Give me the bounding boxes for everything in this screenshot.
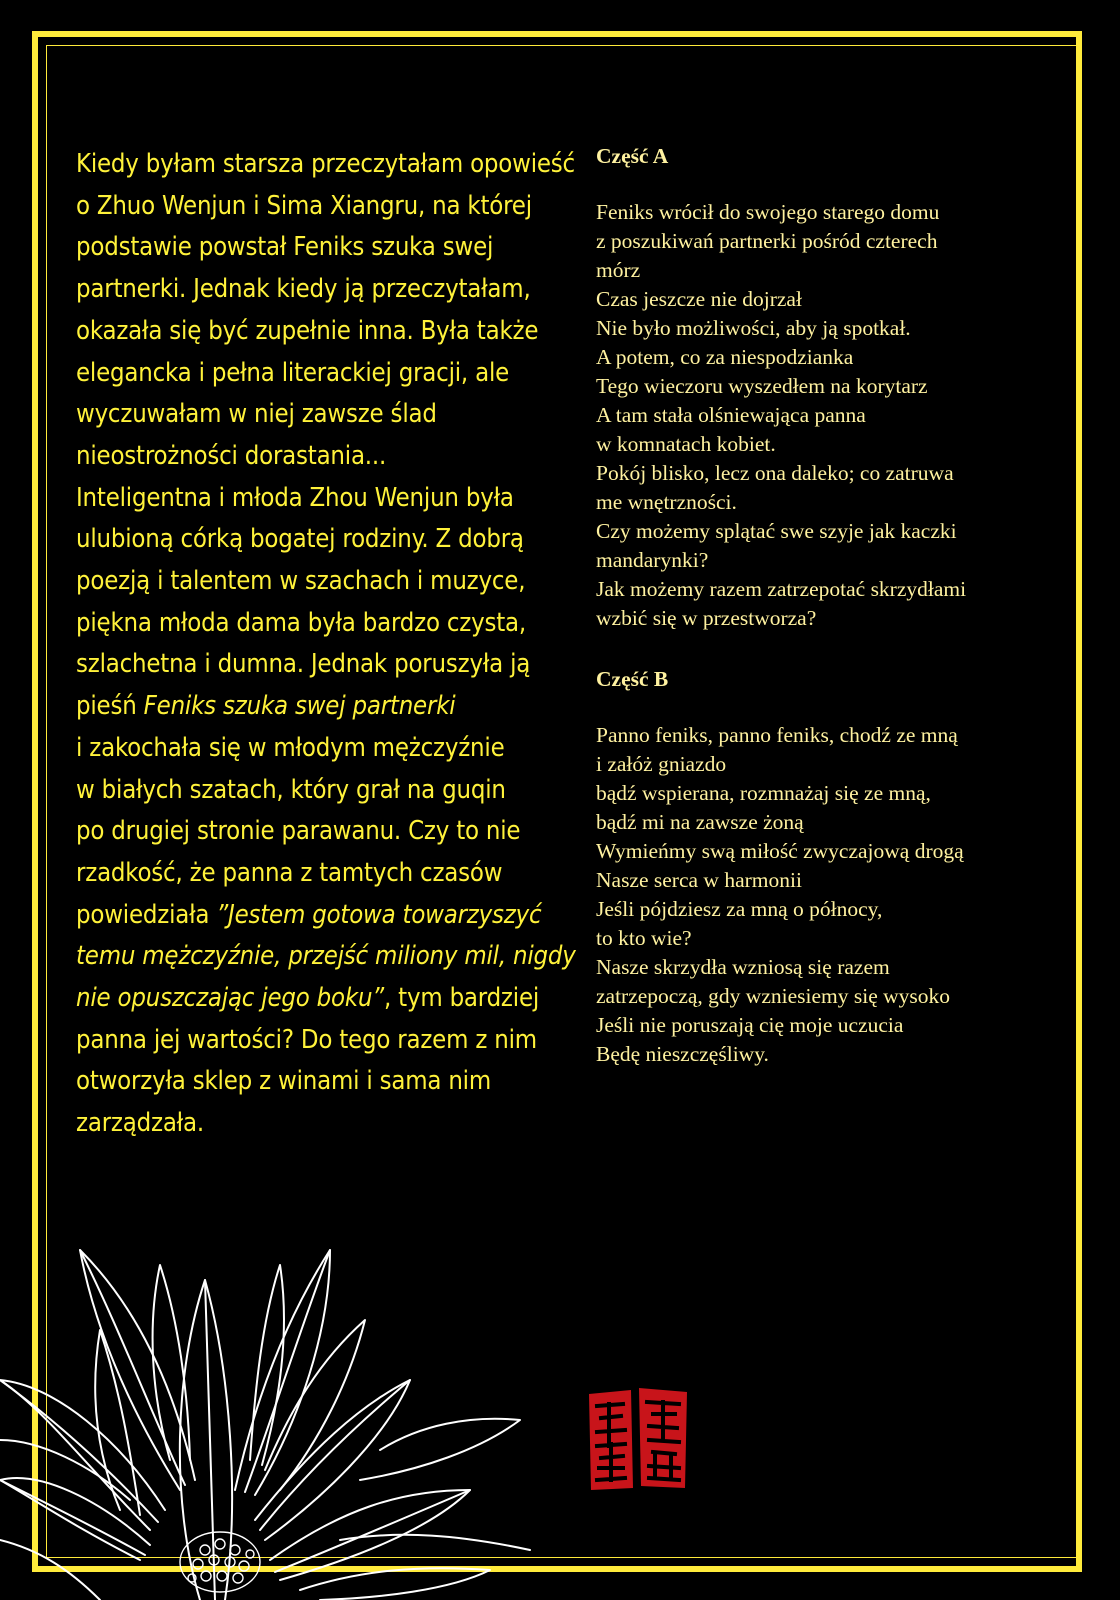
story-line bbox=[76, 811, 576, 853]
story-segment: okazała się być zupełnie inna. Była także bbox=[76, 315, 539, 346]
story-line bbox=[76, 561, 576, 603]
story-text bbox=[76, 144, 576, 1145]
story-segment: partnerki. Jednak kiedy ją przeczytałam, bbox=[76, 274, 531, 305]
story-line bbox=[76, 686, 576, 728]
poem-line: me wnętrzności. bbox=[596, 490, 737, 514]
poem-line: Nasze skrzydła wzniosą się razem bbox=[596, 955, 890, 979]
poem-line: Czas jeszcze nie dojrzał bbox=[596, 287, 802, 311]
poem-line: Będę nieszczęśliwy. bbox=[596, 1042, 769, 1066]
poem-line: i załóż gniazdo bbox=[596, 752, 727, 776]
seal-stamp-icon bbox=[583, 1384, 691, 1494]
flower-center bbox=[180, 1532, 260, 1592]
story-line bbox=[76, 895, 576, 937]
poem-part-b bbox=[596, 665, 1056, 1069]
story-line bbox=[76, 269, 576, 311]
story-segment: Kiedy byłam starsza przeczytałam opowieść bbox=[76, 149, 575, 179]
poem-line: Tego wieczoru wyszedłem na korytarz bbox=[596, 374, 928, 398]
story-italic-segment: temu mężczyźnie, przejść miliony mil, nigdy bbox=[76, 941, 576, 972]
story-line bbox=[76, 853, 576, 895]
story-segment: powiedziała bbox=[76, 899, 217, 930]
story-line bbox=[76, 978, 576, 1020]
poem-line: Panno feniks, panno feniks, chodź ze mną bbox=[596, 723, 958, 747]
story-line bbox=[76, 144, 576, 186]
story-line bbox=[76, 770, 576, 812]
poem-line: A tam stała olśniewająca panna bbox=[596, 403, 866, 427]
flower-petals bbox=[0, 1250, 530, 1600]
poem-line: A potem, co za niespodzianka bbox=[596, 345, 854, 369]
poem-line: Jeśli nie poruszają cię moje uczucia bbox=[596, 1013, 904, 1037]
story-line bbox=[76, 603, 576, 645]
poem-line: bądź wspierana, rozmnażaj się ze mną, bbox=[596, 781, 931, 805]
story-segment: w białych szatach, który grał na guqin bbox=[76, 774, 506, 805]
story-line bbox=[76, 394, 576, 436]
poem-part-b-heading: Część B bbox=[596, 667, 669, 691]
story-segment: poezją i talentem w szachach i muzyce, bbox=[76, 566, 526, 597]
poem-line: Czy możemy splątać swe szyje jak kaczki bbox=[596, 519, 957, 543]
story-segment: elegancka i pełna literackiej gracji, ale bbox=[76, 357, 510, 388]
poem-line: w komnatach kobiet. bbox=[596, 432, 776, 456]
story-line bbox=[76, 728, 576, 770]
poem-line: zatrzepoczą, gdy wzniesiemy się wysoko bbox=[596, 984, 951, 1008]
poem-line: Jak możemy razem zatrzepotać skrzydłami bbox=[596, 577, 967, 601]
story-segment: wyczuwałam w niej zawsze ślad bbox=[76, 399, 437, 430]
story-segment: o Zhuo Wenjun i Sima Xiangru, na której bbox=[76, 190, 532, 221]
story-line bbox=[76, 936, 576, 978]
story-italic-segment: nie opuszczając jego boku” bbox=[76, 983, 384, 1014]
poem-line: Jeśli pójdziesz za mną o północy, bbox=[596, 897, 883, 921]
poem-line: Nie było możliwości, aby ją spotkał. bbox=[596, 316, 911, 340]
story-line bbox=[76, 436, 576, 478]
story-italic-segment: Feniks szuka swej partnerki bbox=[143, 691, 456, 722]
poem-line: wzbić się w przestworza? bbox=[596, 606, 817, 630]
story-segment: , tym bardziej bbox=[384, 983, 540, 1014]
story-segment: panna jej wartości? Do tego razem z nim bbox=[76, 1024, 537, 1055]
story-line bbox=[76, 1020, 576, 1062]
poem-line: z poszukiwań partnerki pośród czterech bbox=[596, 229, 938, 253]
story-segment: po drugiej stronie parawanu. Czy to nie bbox=[76, 816, 521, 847]
poem-part-a-lines bbox=[596, 198, 1056, 633]
story-line bbox=[76, 186, 576, 228]
story-segment: nieostrożności dorastania... bbox=[76, 440, 387, 471]
poem-part-a-heading: Część A bbox=[596, 144, 669, 168]
story-segment: pieśń bbox=[76, 691, 144, 722]
chrysanthemum-icon bbox=[0, 1210, 560, 1600]
poem-line: mórz bbox=[596, 258, 641, 282]
story-segment: rzadkość, że panna z tamtych czasów bbox=[76, 857, 503, 888]
story-line bbox=[76, 311, 576, 353]
story-segment: otworzyła sklep z winami i sama nim bbox=[76, 1066, 491, 1097]
poem-part-a bbox=[596, 142, 1056, 633]
story-line bbox=[76, 353, 576, 395]
story-line bbox=[76, 644, 576, 686]
story-segment: piękna młoda dama była bardzo czysta, bbox=[76, 607, 526, 638]
story-italic-segment: ”Jestem gotowa towarzyszyć bbox=[216, 899, 542, 930]
story-segment: zarządzała. bbox=[76, 1108, 204, 1139]
story-line bbox=[76, 478, 576, 520]
story-line bbox=[76, 227, 576, 269]
poem-line: Nasze serca w harmonii bbox=[596, 868, 802, 892]
story-segment: szlachetna i dumna. Jednak poruszyła ją bbox=[76, 649, 531, 680]
story-line bbox=[76, 1061, 576, 1103]
story-segment: Inteligentna i młoda Zhou Wenjun była bbox=[76, 482, 514, 513]
poem-part-b-lines bbox=[596, 721, 1056, 1069]
poem-line: mandarynki? bbox=[596, 548, 709, 572]
story-line bbox=[76, 1103, 576, 1145]
story-segment: ulubioną córką bogatej rodziny. Z dobrą bbox=[76, 524, 524, 555]
poem bbox=[596, 142, 1056, 1069]
poem-line: to kto wie? bbox=[596, 926, 692, 950]
story-segment: podstawie powstał Feniks szuka swej bbox=[76, 232, 494, 263]
story-line bbox=[76, 519, 576, 561]
poem-line: Pokój blisko, lecz ona daleko; co zatruwa bbox=[596, 461, 954, 485]
story-segment: i zakochała się w młodym mężczyźnie bbox=[76, 732, 505, 763]
poem-line: bądź mi na zawsze żoną bbox=[596, 810, 804, 834]
poem-line: Wymieńmy swą miłość zwyczajową drogą bbox=[596, 839, 964, 863]
poem-line: Feniks wrócił do swojego starego domu bbox=[596, 200, 940, 224]
